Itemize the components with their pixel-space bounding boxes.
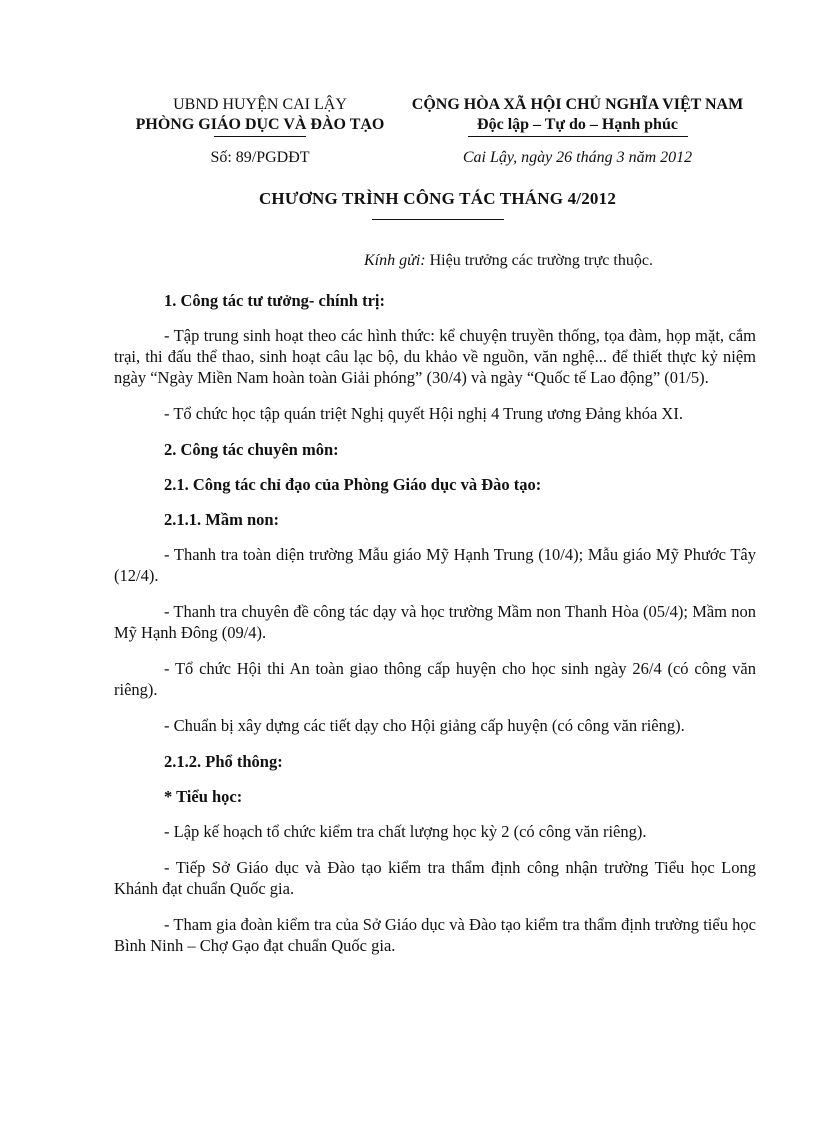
paragraph: - Tập trung sinh hoạt theo các hình thức: kể chuyện truyền thống, tọa đàm, họp mặt, cắm trại, thi đấu thể thao, sinh hoạt câu lạc bộ, du khảo về nguồn, văn nghệ... để thiết thực kỷ niệm ngày “Ngày Miền Nam hoàn toàn Giải phóng” (30/4) và ngày “Quốc tế Lao động” (01/5). <box>114 326 756 387</box>
agency-line-1: UBND HUYỆN CAI LẬY <box>173 96 347 113</box>
title-underline <box>372 219 504 220</box>
recipient-label: Kính gửi: <box>364 252 426 269</box>
paragraph: - Tham gia đoàn kiểm tra của Sở Giáo dục và Đào tạo kiểm tra thẩm định trường tiểu học Bình Ninh – Chợ Gạo đạt chuẩn Quốc gia. <box>114 915 756 955</box>
document-number: Số: 89/PGDĐT <box>210 149 310 166</box>
national-motto: Độc lập – Tự do – Hạnh phúc <box>477 116 678 133</box>
agency-underline <box>214 136 306 137</box>
paragraph: - Thanh tra chuyên đề công tác dạy và học trường Mầm non Thanh Hòa (05/4); Mầm non Mỹ Hạnh Đông (09/4). <box>114 602 756 642</box>
place-and-date: Cai Lậy, ngày 26 tháng 3 năm 2012 <box>462 149 693 166</box>
national-heading-block <box>395 95 760 137</box>
agency-line-2: PHÒNG GIÁO DỤC VÀ ĐÀO TẠO <box>135 116 385 133</box>
motto-underline <box>468 136 688 137</box>
paragraph: - Tiếp Sở Giáo dục và Đào tạo kiểm tra thẩm định công nhận trường Tiểu học Long Khánh đạt chuẩn Quốc gia. <box>114 858 756 898</box>
subsection-heading: 2.1.2. Phổ thông: <box>164 752 283 771</box>
paragraph: - Thanh tra toàn diện trường Mẫu giáo Mỹ Hạnh Trung (10/4); Mẫu giáo Mỹ Phước Tây (12/4). <box>114 545 756 585</box>
document-title: CHƯƠNG TRÌNH CÔNG TÁC THÁNG 4/2012 <box>258 189 617 208</box>
section-heading: 2. Công tác chuyên môn: <box>164 440 339 459</box>
subsection-heading: * Tiểu học: <box>164 787 243 806</box>
paragraph: - Chuẩn bị xây dựng các tiết dạy cho Hội giảng cấp huyện (có công văn riêng). <box>164 716 685 735</box>
issuing-agency-block <box>105 95 415 137</box>
recipient-line <box>364 252 653 270</box>
section-heading: 1. Công tác tư tưởng- chính trị: <box>164 291 385 310</box>
document-body <box>114 290 756 971</box>
country-name: CỘNG HÒA XÃ HỘI CHỦ NGHĨA VIỆT NAM <box>411 96 744 113</box>
paragraph: - Tổ chức Hội thi An toàn giao thông cấp huyện cho học sinh ngày 26/4 (có công văn riêng). <box>114 659 756 699</box>
recipient-text: Hiệu trưởng các trường trực thuộc. <box>425 252 653 269</box>
paragraph: - Tổ chức học tập quán triệt Nghị quyết Hội nghị 4 Trung ương Đảng khóa XI. <box>164 404 683 423</box>
subsection-heading: 2.1.1. Mầm non: <box>164 510 280 529</box>
paragraph: - Lập kế hoạch tổ chức kiểm tra chất lượng học kỳ 2 (có công văn riêng). <box>164 822 647 841</box>
subsection-heading: 2.1. Công tác chỉ đạo của Phòng Giáo dục và Đào tạo: <box>164 475 542 494</box>
